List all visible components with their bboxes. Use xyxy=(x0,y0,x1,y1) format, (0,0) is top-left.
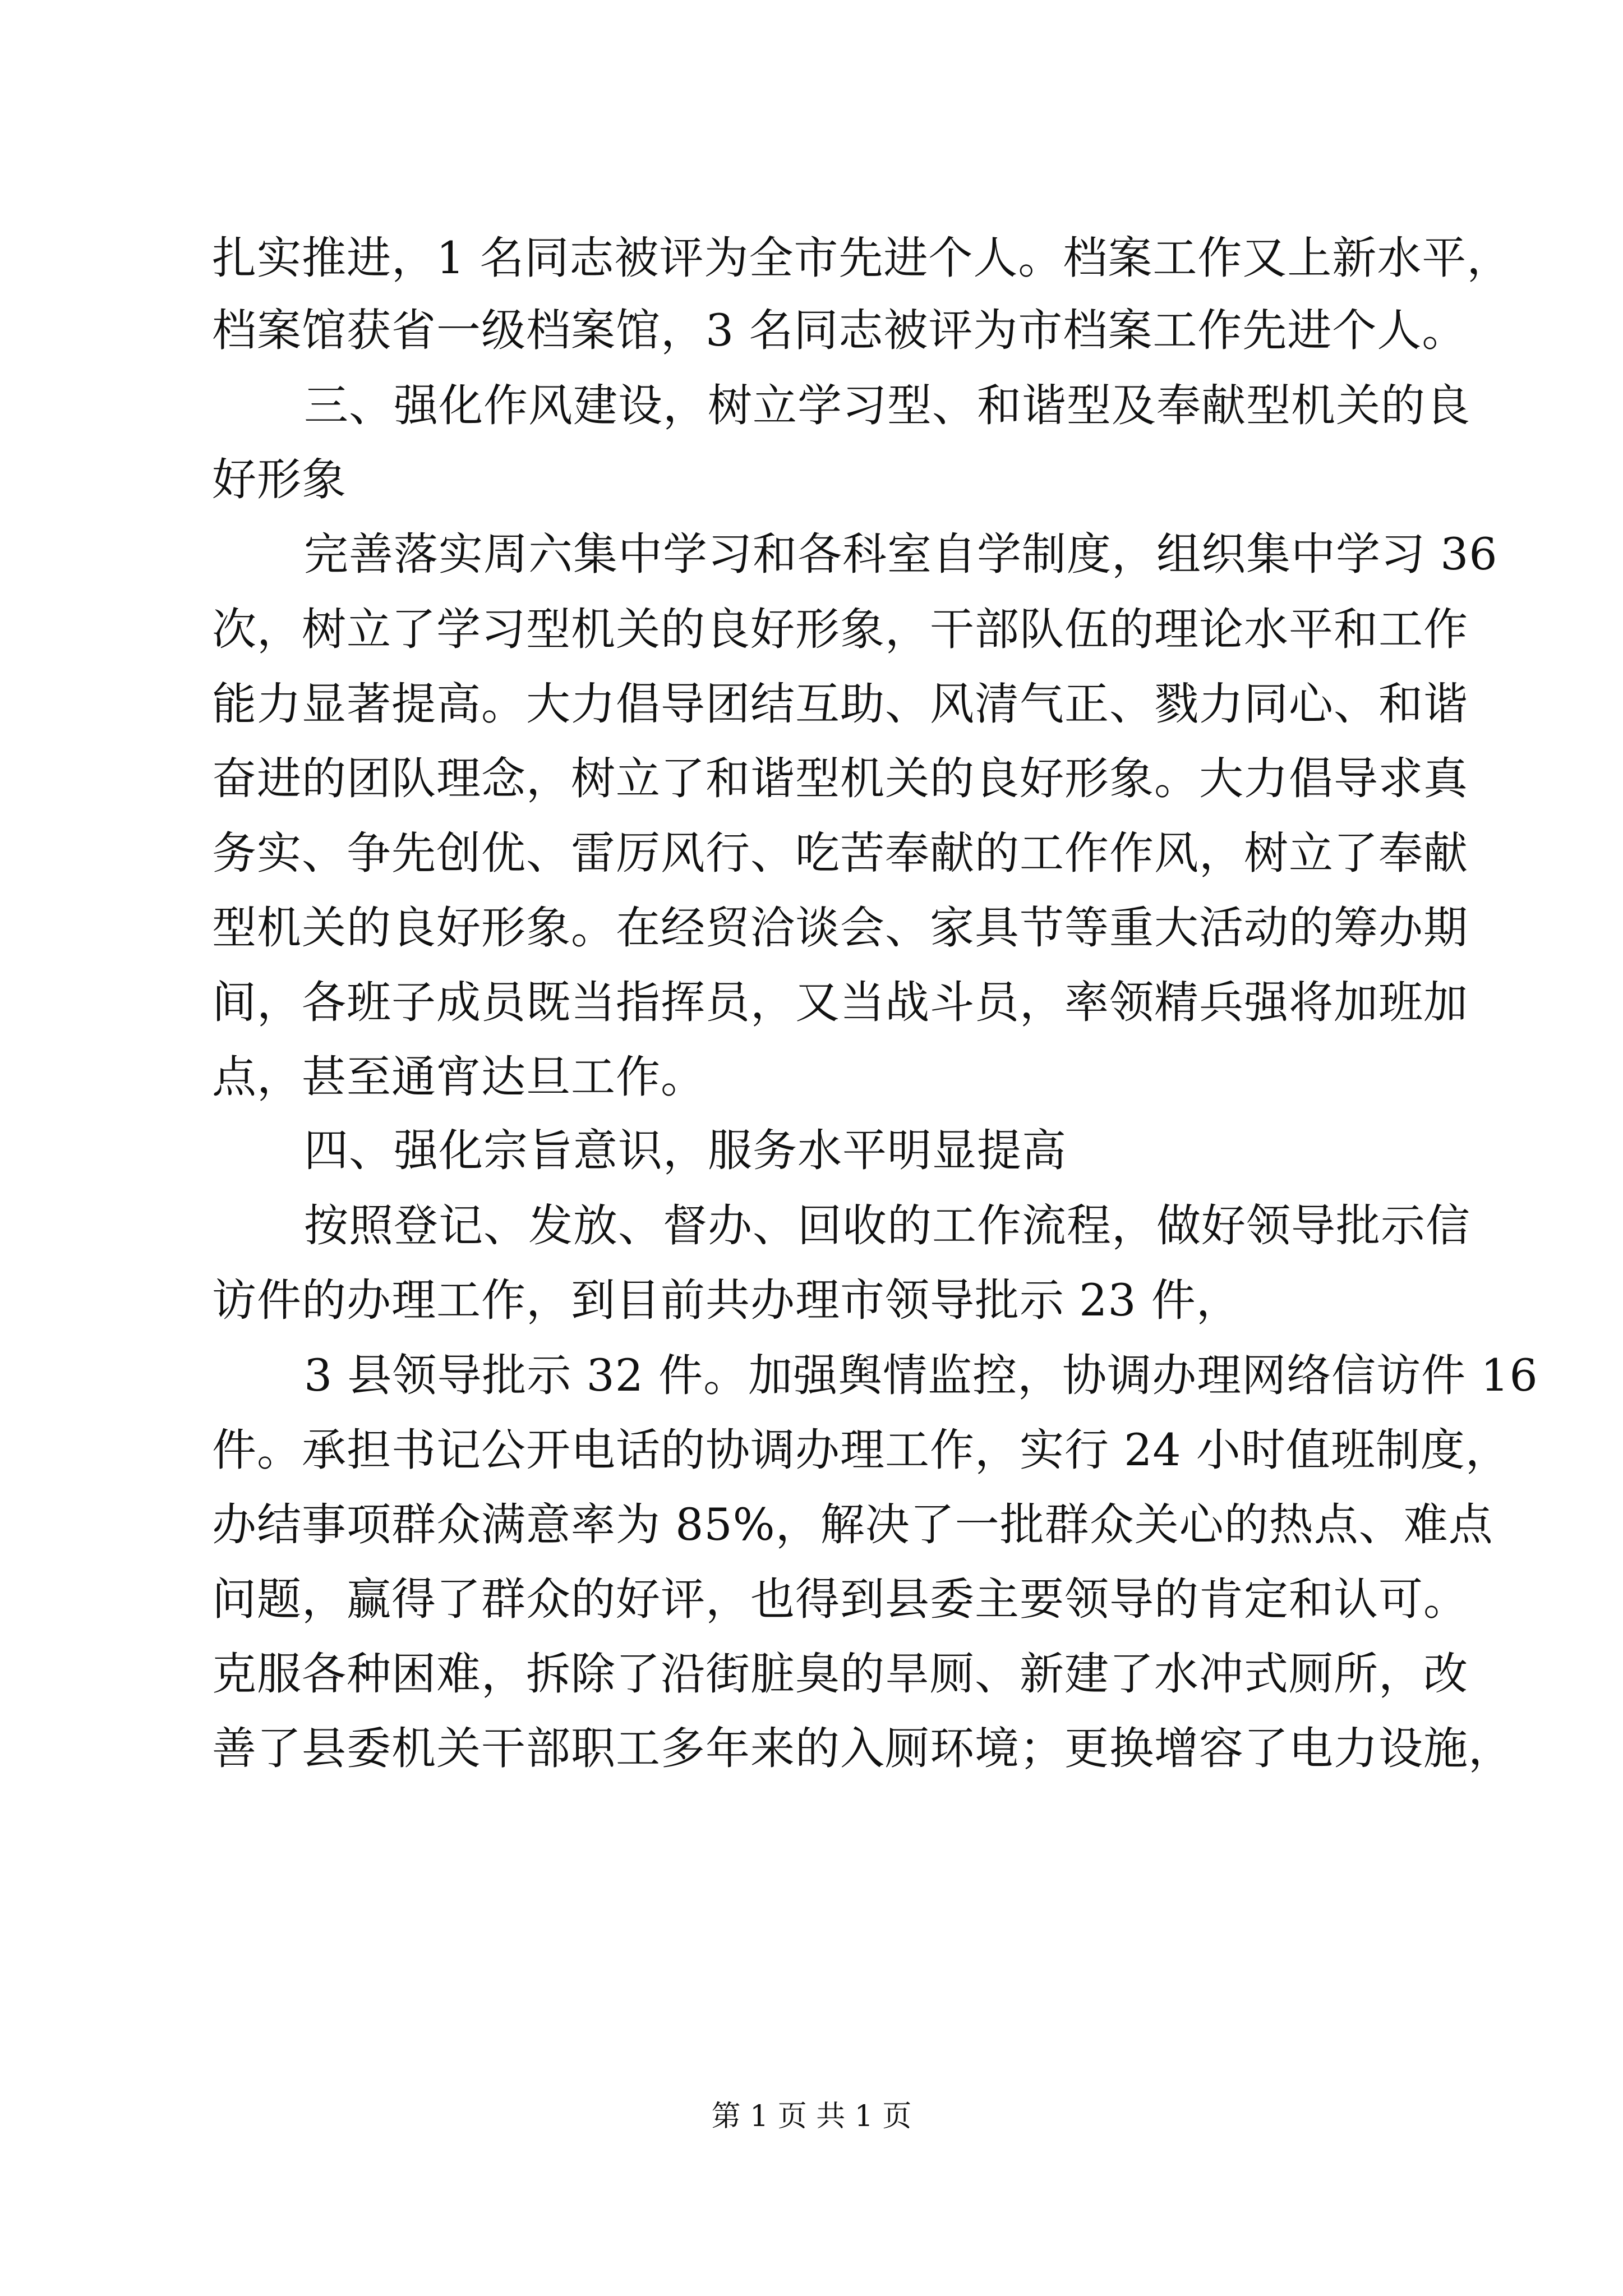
text-line: 件。承担书记公开电话的协调办理工作，实行 24 小时值班制度， xyxy=(212,1424,1510,1476)
text-line: 问题，赢得了群众的好评，也得到县委主要领导的肯定和认可。 xyxy=(212,1573,1468,1625)
text-line: 按照登记、发放、督办、回收的工作流程，做好领导批示信 xyxy=(304,1200,1470,1251)
text-line: 务实、争先创优、雷厉风行、吃苦奉献的工作作风，树立了奉献 xyxy=(212,827,1468,879)
section-heading: 四、强化宗旨意识，服务水平明显提高 xyxy=(304,1125,1067,1176)
text-line: 次，树立了学习型机关的良好形象，干部队伍的理论水平和工作 xyxy=(212,604,1468,655)
text-line: 访件的办理工作，到目前共办理市领导批示 23 件， xyxy=(212,1274,1241,1326)
text-line: 克服各种困难，拆除了沿街脏臭的旱厕、新建了水冲式厕所，改 xyxy=(212,1648,1468,1700)
text-line: 办结事项群众满意率为 85%，解决了一批群众关心的热点、难点 xyxy=(212,1499,1493,1550)
text-line: 完善落实周六集中学习和各科室自学制度，组织集中学习 36 xyxy=(304,528,1498,580)
text-line: 3 县领导批示 32 件。加强舆情监控，协调办理网络信访件 16 xyxy=(304,1350,1538,1401)
text-line: 扎实推进，1 名同志被评为全市先进个人。档案工作又上新水平， xyxy=(212,232,1512,284)
text-line: 能力显著提高。大力倡导团结互助、风清气正、戮力同心、和谐 xyxy=(212,678,1468,730)
text-line: 点，甚至通宵达旦工作。 xyxy=(212,1051,706,1103)
text-line: 档案馆获省一级档案馆，3 名同志被评为市档案工作先进个人。 xyxy=(212,305,1467,356)
page-footer: 第 1 页 共 1 页 xyxy=(711,2100,912,2133)
section-heading: 好形象 xyxy=(212,454,347,505)
text-line: 善了县委机关干部职工多年来的入厕环境；更换增容了电力设施， xyxy=(212,1723,1513,1774)
text-line: 间，各班子成员既当指挥员，又当战斗员，率领精兵强将加班加 xyxy=(212,977,1468,1028)
text-line: 型机关的良好形象。在经贸洽谈会、家具节等重大活动的筹办期 xyxy=(212,902,1468,954)
section-heading: 三、强化作风建设，树立学习型、和谐型及奉献型机关的良 xyxy=(304,380,1470,431)
text-line: 奋进的团队理念，树立了和谐型机关的良好形象。大力倡导求真 xyxy=(212,753,1468,804)
